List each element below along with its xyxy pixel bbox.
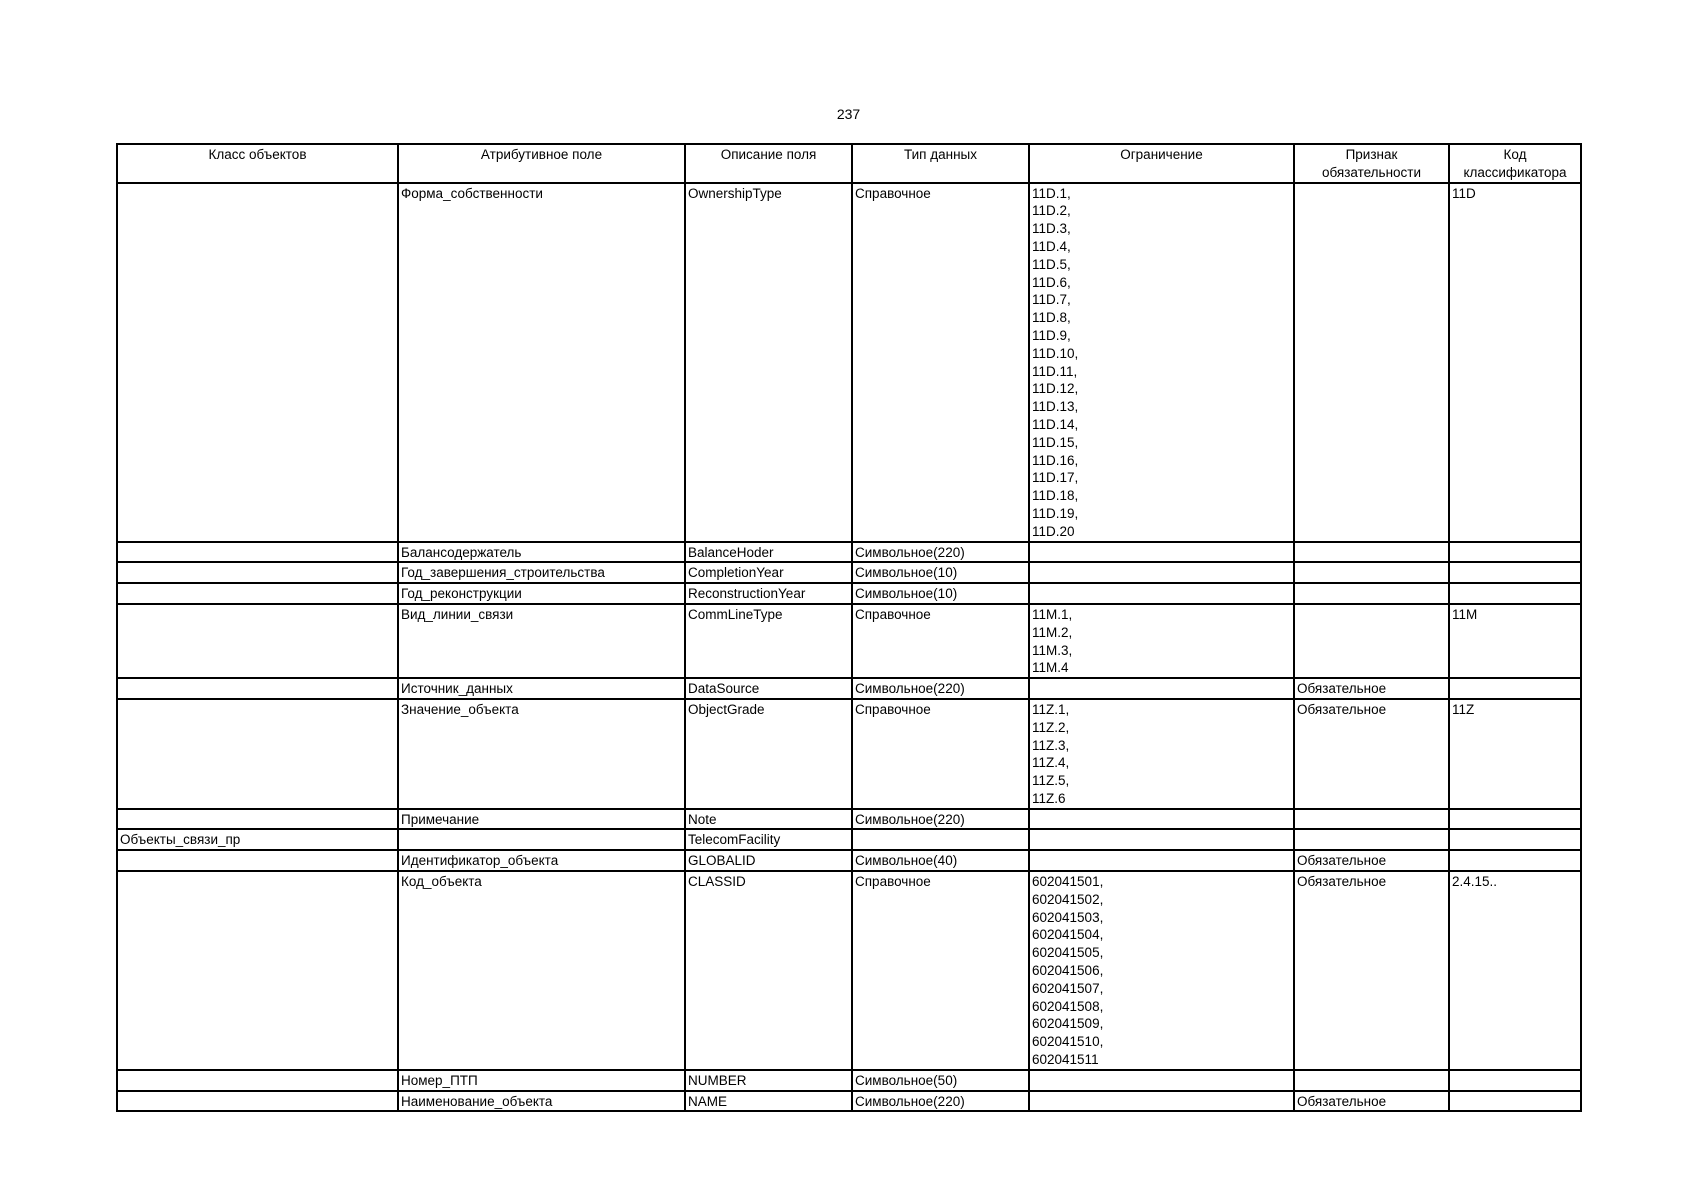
cell-description: Note bbox=[685, 809, 852, 830]
cell-constraint bbox=[1029, 583, 1294, 604]
table-row bbox=[117, 542, 1581, 563]
cell-classifier-code bbox=[1449, 562, 1581, 583]
cell-attribute: Источник_данных bbox=[398, 678, 685, 699]
cell-constraint: 11Z.1, 11Z.2, 11Z.3, 11Z.4, 11Z.5, 11Z.6 bbox=[1029, 699, 1294, 809]
cell-constraint bbox=[1029, 809, 1294, 830]
table-row bbox=[117, 829, 1581, 850]
table-row bbox=[117, 583, 1581, 604]
cell-required bbox=[1294, 562, 1449, 583]
cell-classifier-code: 11M bbox=[1449, 604, 1581, 678]
header-attribute: Атрибутивное поле bbox=[398, 144, 685, 183]
cell-constraint bbox=[1029, 1091, 1294, 1112]
cell-class: Объекты_связи_пр bbox=[117, 829, 398, 850]
cell-class bbox=[117, 183, 398, 542]
cell-datatype: Символьное(220) bbox=[852, 542, 1029, 563]
cell-classifier-code bbox=[1449, 583, 1581, 604]
cell-datatype: Символьное(10) bbox=[852, 583, 1029, 604]
cell-datatype: Справочное bbox=[852, 699, 1029, 809]
cell-attribute: Вид_линии_связи bbox=[398, 604, 685, 678]
cell-description: NUMBER bbox=[685, 1070, 852, 1091]
cell-class bbox=[117, 1070, 398, 1091]
cell-classifier-code bbox=[1449, 809, 1581, 830]
header-class: Класс объектов bbox=[117, 144, 398, 183]
cell-attribute: Наименование_объекта bbox=[398, 1091, 685, 1112]
cell-description: CommLineType bbox=[685, 604, 852, 678]
table-row bbox=[117, 699, 1581, 809]
cell-description: NAME bbox=[685, 1091, 852, 1112]
cell-class bbox=[117, 871, 398, 1070]
header-required: Признак обязательности bbox=[1294, 144, 1449, 183]
cell-class bbox=[117, 678, 398, 699]
cell-datatype: Символьное(220) bbox=[852, 1091, 1029, 1112]
cell-description: DataSource bbox=[685, 678, 852, 699]
cell-constraint: 11M.1, 11M.2, 11M.3, 11M.4 bbox=[1029, 604, 1294, 678]
cell-class bbox=[117, 1091, 398, 1112]
cell-classifier-code bbox=[1449, 542, 1581, 563]
cell-class bbox=[117, 809, 398, 830]
cell-constraint: 11D.1, 11D.2, 11D.3, 11D.4, 11D.5, 11D.6, 11D.7, 11D.8, 11D.9, 11D.10, 11D.11, 11D.12, 11D.13, 11D.14, 11D.15, 11D.16, 11D.17, 11D.18, 11D.19, 11D.20 bbox=[1029, 183, 1294, 542]
table-row bbox=[117, 678, 1581, 699]
cell-attribute: Год_реконструкции bbox=[398, 583, 685, 604]
cell-attribute: Идентификатор_объекта bbox=[398, 850, 685, 871]
cell-class bbox=[117, 604, 398, 678]
cell-attribute: Код_объекта bbox=[398, 871, 685, 1070]
cell-attribute: Год_завершения_строительства bbox=[398, 562, 685, 583]
cell-classifier-code bbox=[1449, 829, 1581, 850]
cell-class bbox=[117, 542, 398, 563]
cell-attribute bbox=[398, 829, 685, 850]
cell-class bbox=[117, 562, 398, 583]
cell-datatype bbox=[852, 829, 1029, 850]
cell-constraint bbox=[1029, 678, 1294, 699]
table-body bbox=[117, 183, 1581, 1112]
page-number: 237 bbox=[836, 106, 861, 122]
cell-constraint bbox=[1029, 1070, 1294, 1091]
table-row bbox=[117, 871, 1581, 1070]
cell-datatype: Символьное(40) bbox=[852, 850, 1029, 871]
cell-datatype: Символьное(220) bbox=[852, 809, 1029, 830]
cell-required bbox=[1294, 583, 1449, 604]
cell-required bbox=[1294, 829, 1449, 850]
cell-description: TelecomFacility bbox=[685, 829, 852, 850]
cell-attribute: Примечание bbox=[398, 809, 685, 830]
cell-class bbox=[117, 850, 398, 871]
cell-classifier-code bbox=[1449, 1091, 1581, 1112]
cell-constraint bbox=[1029, 829, 1294, 850]
cell-attribute: Значение_объекта bbox=[398, 699, 685, 809]
table-row bbox=[117, 1070, 1581, 1091]
table-row bbox=[117, 183, 1581, 542]
cell-classifier-code bbox=[1449, 678, 1581, 699]
cell-required: Обязательное bbox=[1294, 699, 1449, 809]
cell-datatype: Символьное(10) bbox=[852, 562, 1029, 583]
header-constraint: Ограничение bbox=[1029, 144, 1294, 183]
cell-required bbox=[1294, 604, 1449, 678]
cell-classifier-code: 11D bbox=[1449, 183, 1581, 542]
cell-constraint bbox=[1029, 542, 1294, 563]
cell-description: OwnershipType bbox=[685, 183, 852, 542]
table-row bbox=[117, 809, 1581, 830]
cell-required bbox=[1294, 183, 1449, 542]
cell-required: Обязательное bbox=[1294, 850, 1449, 871]
cell-class bbox=[117, 583, 398, 604]
cell-datatype: Справочное bbox=[852, 871, 1029, 1070]
cell-classifier-code: 11Z bbox=[1449, 699, 1581, 809]
cell-description: ObjectGrade bbox=[685, 699, 852, 809]
cell-datatype: Справочное bbox=[852, 604, 1029, 678]
cell-required bbox=[1294, 542, 1449, 563]
header-description: Описание поля bbox=[685, 144, 852, 183]
cell-datatype: Символьное(50) bbox=[852, 1070, 1029, 1091]
table-header-row bbox=[117, 144, 1581, 183]
cell-attribute: Номер_ПТП bbox=[398, 1070, 685, 1091]
cell-classifier-code bbox=[1449, 850, 1581, 871]
cell-constraint bbox=[1029, 850, 1294, 871]
cell-class bbox=[117, 699, 398, 809]
cell-description: GLOBALID bbox=[685, 850, 852, 871]
table-row bbox=[117, 850, 1581, 871]
attribute-table bbox=[116, 143, 1582, 1112]
cell-datatype: Символьное(220) bbox=[852, 678, 1029, 699]
cell-classifier-code: 2.4.15.. bbox=[1449, 871, 1581, 1070]
cell-required: Обязательное bbox=[1294, 871, 1449, 1070]
cell-required: Обязательное bbox=[1294, 1091, 1449, 1112]
table-row bbox=[117, 562, 1581, 583]
cell-required bbox=[1294, 1070, 1449, 1091]
cell-datatype: Справочное bbox=[852, 183, 1029, 542]
header-datatype: Тип данных bbox=[852, 144, 1029, 183]
cell-attribute: Балансодержатель bbox=[398, 542, 685, 563]
cell-attribute: Форма_собственности bbox=[398, 183, 685, 542]
header-classifier-code: Код классификатора bbox=[1449, 144, 1581, 183]
cell-description: BalanceHoder bbox=[685, 542, 852, 563]
table-row bbox=[117, 604, 1581, 678]
cell-constraint: 602041501, 602041502, 602041503, 602041504, 602041505, 602041506, 602041507, 602041508, 602041509, 602041510, 602041511 bbox=[1029, 871, 1294, 1070]
table-row bbox=[117, 1091, 1581, 1112]
cell-required bbox=[1294, 809, 1449, 830]
cell-constraint bbox=[1029, 562, 1294, 583]
cell-description: CLASSID bbox=[685, 871, 852, 1070]
cell-required: Обязательное bbox=[1294, 678, 1449, 699]
cell-description: CompletionYear bbox=[685, 562, 852, 583]
cell-description: ReconstructionYear bbox=[685, 583, 852, 604]
cell-classifier-code bbox=[1449, 1070, 1581, 1091]
